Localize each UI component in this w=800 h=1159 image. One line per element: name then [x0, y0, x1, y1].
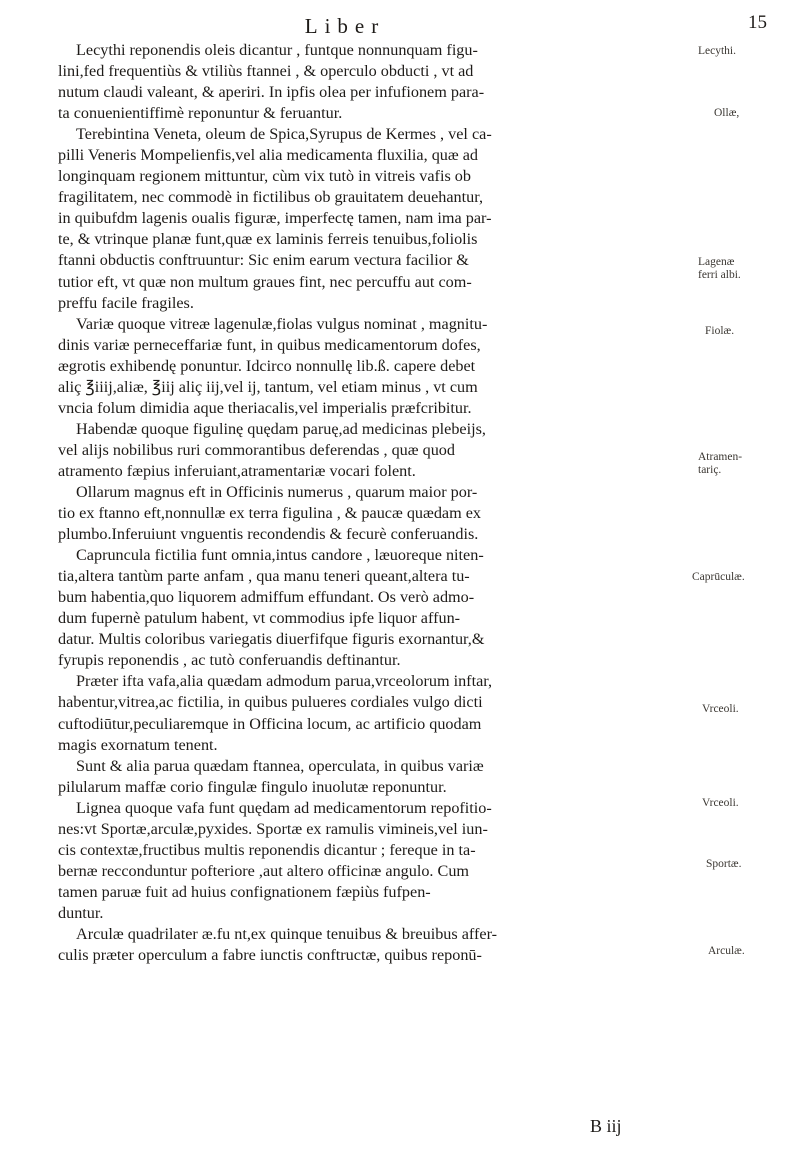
- text-line: dum fupernè patulum habent, vt commodius ipfe liquor affun-: [58, 609, 461, 628]
- text-line: plumbo.Inferuiunt vnguentis recondendis & fecurè conferuandis.: [58, 525, 479, 544]
- text-line: dinis variæ perneceffariæ funt, in quibus medicamentorum dofes,: [58, 335, 481, 354]
- text-line: lini,fed frequentiùs & vtiliùs ftannei , & operculo obducti , vt ad: [58, 62, 474, 81]
- signature-mark: B iij: [590, 1116, 622, 1136]
- text-line: tamen paruæ fuit ad huius confignationem fæpiùs fufpen-: [58, 882, 431, 901]
- text-line: te, & vtrinque planæ funt,quæ ex laminis ferreis tenuibus,foliolis: [58, 230, 478, 249]
- marginal-note-lecythi: Lecythi.: [698, 45, 736, 57]
- marginal-note-line: Lagenæ: [698, 256, 735, 268]
- text-line: vel alijs nobilibus ruri commorantibus deferendas , quæ quod: [58, 440, 455, 459]
- marginal-note-atramentariae: [698, 451, 742, 476]
- text-line: ftanni obductis conftruuntur: Sic enim earum vectura facilior &: [58, 251, 469, 270]
- text-line: tutior eft, vt quæ non multum graues fint, nec percuffu aut com-: [58, 272, 472, 291]
- text-line: Lecythi reponendis oleis dicantur , funtque nonnunquam figu-: [76, 41, 478, 59]
- text-line: Sunt & alia parua quædam ftannea, operculata, in quibus variæ: [76, 756, 484, 775]
- marginal-note-line: Atramen-: [698, 451, 743, 463]
- text-line: magis exornatum tenent.: [58, 735, 218, 754]
- marginal-note-line: ferri albi.: [698, 268, 741, 281]
- text-line: Terebintina Veneta, oleum de Spica,Syrupus de Kermes , vel ca-: [76, 125, 492, 144]
- text-line: fyrupis reponendis , ac tutò conferuandis deftinantur.: [58, 651, 401, 670]
- text-line: culis præter operculum a fabre iunctis conftructæ, quibus reponū-: [58, 946, 482, 965]
- text-line: Præter ifta vafa,alia quædam admodum parua,vrceolorum inftar,: [76, 672, 493, 691]
- text-line: pilli Veneris Mompelienfis,vel alia medicamenta fluxilia, quæ ad: [58, 146, 479, 165]
- text-line: pilularum maffæ corio fingulæ fingulo inuolutæ reponuntur.: [58, 777, 447, 796]
- text-line: nutum claudi valeant, & aperiri. In ipfis olea per infufionem para-: [58, 83, 485, 102]
- marginal-note-vrceoli: Vrceoli.: [702, 703, 739, 715]
- text-line: in quibufdm lagenis oualis figuræ, imperfectę tamen, nam ima par-: [58, 209, 492, 228]
- text-line: aliç ℥iiij,aliæ, ℥iij aliç iij,vel ij, tantum, vel etiam minus , vt cum: [58, 377, 478, 396]
- text-line: nes:vt Sportæ,arculæ,pyxides. Sportæ ex ramulis vimineis,vel iun-: [58, 819, 488, 838]
- text-line: cis contextæ,fructibus multis reponendis dicantur ; fereque in ta-: [58, 840, 476, 859]
- text-line: datur. Multis coloribus variegatis diuerfifque figuris exornantur,&: [58, 630, 485, 649]
- text-line: ta conuenientiffimè reponuntur & feruantur.: [58, 104, 343, 123]
- marginal-note-fiolae: Fiolæ.: [705, 325, 735, 337]
- text-line: ægrotis exhibendę ponuntur. Idcirco nonnullę lib.ß. capere debet: [58, 356, 476, 375]
- text-line: preffu facile fragiles.: [58, 293, 194, 312]
- marginal-note-ollae: Ollæ,: [714, 107, 740, 119]
- text-line: atramento fæpius inferuiant,atramentariæ vocari folent.: [58, 461, 416, 480]
- text-line: Habendæ quoque figulinę quędam paruę,ad medicinas plebeijs,: [76, 419, 486, 438]
- text-line: Variæ quoque vitreæ lagenulæ,fiolas vulgus nominat , magnitu-: [76, 314, 488, 333]
- text-line: vncia folum dimidia aque theriacalis,vel imperialis præfcribitur.: [58, 398, 472, 417]
- marginal-note-lagenae: [698, 256, 741, 281]
- marginal-note-line: tariç.: [698, 463, 722, 476]
- text-line: tia,altera tantùm parte anfam , qua manu teneri queant,altera tu-: [58, 567, 470, 586]
- marginal-note-sportae: Sportæ.: [706, 858, 742, 870]
- text-line: Arculæ quadrilater æ.fu nt,ex quinque tenuibus & breuibus affer-: [76, 924, 498, 943]
- marginal-note-vrceoli-second: Vrceoli.: [702, 797, 739, 809]
- body-text: [58, 40, 686, 966]
- text-line: Capruncula fictilia funt omnia,intus candore , læuoreque niten-: [76, 546, 484, 565]
- text-line: longinquam regionem mittuntur, cùm vix tutò in vitreis vafis ob: [58, 167, 471, 186]
- text-line: bum habentia,quo liquorem admiffum effundant. Os verò admo-: [58, 588, 475, 607]
- text-line: duntur.: [58, 903, 104, 922]
- marginal-note-arculae: Arculæ.: [708, 945, 745, 957]
- running-head: Liber: [304, 14, 386, 38]
- text-line: tio ex ftanno eft,nonnullæ ex terra figulina , & paucæ quædam ex: [58, 504, 482, 523]
- text-line: bernæ recconduntur pofteriore ,aut altero officinæ angulo. Cum: [58, 861, 470, 880]
- text-line: Ollarum magnus eft in Officinis numerus , quarum maior por-: [76, 482, 478, 501]
- text-line: Lignea quoque vafa funt quędam ad medicamentorum repofitio-: [76, 798, 492, 817]
- text-line: cuftodiūtur,peculiaremque in Officina locum, ac artificio quodam: [58, 714, 482, 733]
- page-number: 15: [748, 12, 767, 33]
- text-line: fragilitatem, nec commodè in fictilibus ob grauitatem deuehantur,: [58, 188, 484, 207]
- marginal-note-caprunculae: Caprūculæ.: [692, 571, 745, 583]
- text-line: habentur,vitrea,ac fictilia, in quibus pulueres cordiales vulgo dicti: [58, 693, 483, 712]
